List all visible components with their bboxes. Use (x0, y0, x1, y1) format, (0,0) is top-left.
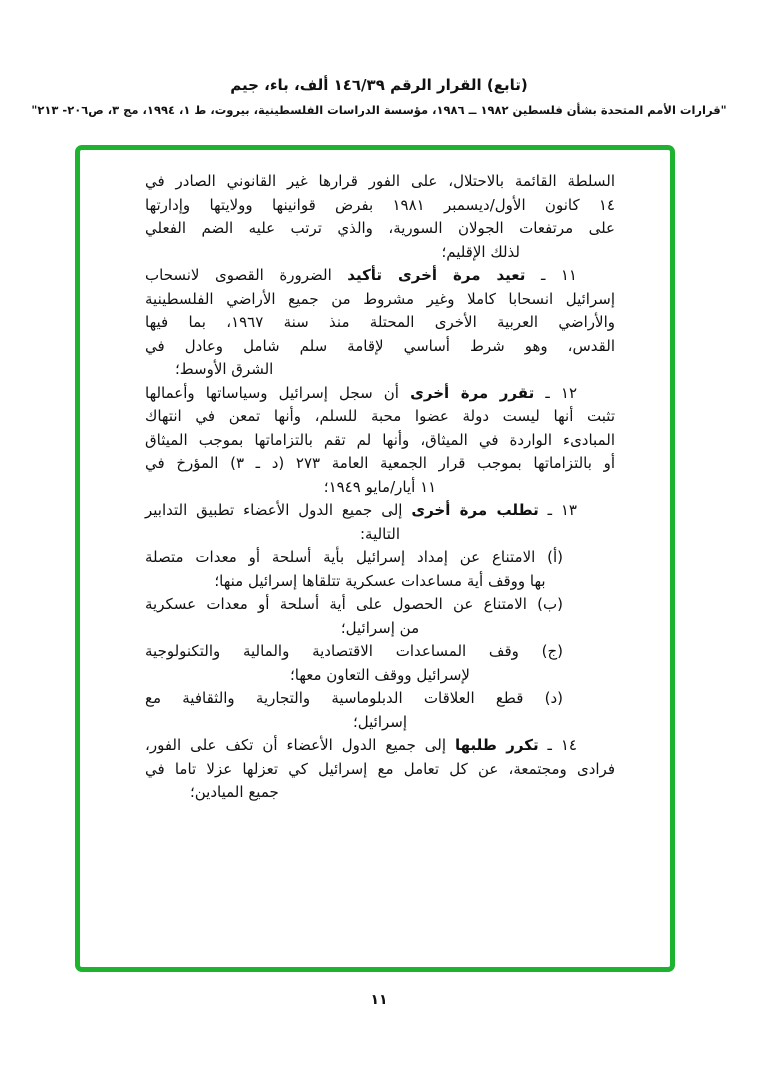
page-number: ١١ (370, 992, 388, 1008)
text-line (145, 217, 615, 241)
text-segment: ١٢ ـ (534, 383, 578, 402)
text-segment: السلطة القائمة بالاحتلال، على الفور قرارها غير القانوني الصادر في (145, 172, 615, 190)
text-segment: لإسرائيل ووقف التعاون معها؛ (290, 665, 470, 684)
text-segment: فرادى ومجتمعة، عن كل تعامل مع إسرائيل كي تعزلها عزلا تاما في (145, 759, 615, 778)
text-line (145, 382, 615, 406)
text-segment: الضرورة القصوى لانسحاب (145, 266, 348, 284)
document-body (145, 170, 615, 805)
text-segment: ١٤ ـ (538, 736, 577, 754)
text-segment: لذلك الإقليم؛ (441, 242, 520, 261)
text-segment: (ج) وقف المساعدات الاقتصادية والمالية والتكنولوجية (145, 642, 563, 660)
text-segment: أو بالتزاماتها بموجب قرار الجمعية العامة ٢٧٣ (د ـ ٣) المؤرخ في (145, 454, 615, 472)
text-segment: ١١ أيار/مايو ١٩٤٩؛ (323, 477, 437, 496)
text-line (145, 429, 615, 453)
text-segment: تثبت أنها ليست دولة عضوا محبة للسلم، وأنها تمعن في انتهاك (145, 407, 615, 425)
text-line (145, 288, 615, 312)
text-segment: (د) قطع العلاقات الدبلوماسية والتجارية والثقافية مع (145, 689, 563, 707)
text-line (145, 758, 615, 782)
text-line (145, 617, 615, 641)
text-line (145, 593, 615, 617)
text-segment: أن سجل إسرائيل وسياساتها وأعمالها (145, 383, 411, 402)
text-line (145, 170, 615, 194)
text-segment: (أ) الامتناع عن إمداد إسرائيل بأية أسلحة أو معدات متصلة (145, 548, 563, 566)
header-resolution-title: (تابع) القرار الرقم ١٤٦/٣٩ ألف، باء، جيم (230, 76, 528, 94)
bold-text-segment: تعيد مرة أخرى تأكيد (347, 266, 526, 284)
text-segment: ١٤ كانون الأول/ديسمبر ١٩٨١ بفرض قوانينها وولايتها وإدارتها (145, 195, 615, 214)
text-line (145, 452, 615, 476)
text-line (145, 734, 615, 758)
text-line (145, 311, 615, 335)
text-line (145, 781, 615, 805)
text-line (145, 476, 615, 500)
text-segment: إسرائيل انسحابا كاملا وغير مشروط من جميع الأراضي الفلسطينية (145, 289, 615, 308)
text-line (145, 523, 615, 547)
text-line (145, 499, 615, 523)
text-line (145, 241, 615, 265)
text-line (145, 570, 615, 594)
text-line (145, 687, 615, 711)
header-source-citation: "قرارات الأمم المتحدة بشأن فلسطين ١٩٨٢ ــ ١٩٨٦، مؤسسة الدراسات الفلسطينية، بيروت، ط ١، ١٩٩٤، مج ٣، ص٢٠٦- ٢١٣" (31, 103, 727, 117)
text-line (145, 194, 615, 218)
text-line (145, 358, 615, 382)
text-segment: ١١ ـ (525, 266, 577, 284)
bold-text-segment: تطلب مرة أخرى (411, 501, 539, 519)
text-line (145, 664, 615, 688)
text-line (145, 546, 615, 570)
text-line (145, 264, 615, 288)
text-line (145, 640, 615, 664)
text-segment: بها ووقف أية مساعدات عسكرية تتلقاها إسرائيل منها؛ (214, 571, 546, 590)
text-segment: الشرق الأوسط؛ (175, 360, 274, 378)
text-segment: إلى جميع الدول الأعضاء أن تكف على الفور، (145, 736, 455, 754)
text-segment: إلى جميع الدول الأعضاء تطبيق التدابير (145, 501, 412, 519)
text-segment: المبادىء الواردة في الميثاق، وأنها لم تقم بالتزاماتها بموجب الميثاق (145, 430, 615, 449)
text-segment: ١٣ ـ (538, 501, 577, 519)
text-line (145, 405, 615, 429)
text-segment: إسرائيل؛ (352, 712, 407, 731)
text-segment: من إسرائيل؛ (340, 618, 420, 637)
text-segment: والأراضي العربية الأخرى المحتلة منذ سنة ١٩٦٧، بما فيها (145, 313, 615, 331)
text-line (145, 711, 615, 735)
bold-text-segment: تكرر طلبها (454, 736, 539, 754)
text-segment: التالية: (359, 524, 401, 543)
text-segment: (ب) الامتناع عن الحصول على أية أسلحة أو معدات عسكرية (145, 595, 563, 613)
text-segment: القدس، وهو شرط أساسي لإقامة سلم شامل وعادل في (145, 336, 615, 355)
text-line (145, 335, 615, 359)
text-segment: على مرتفعات الجولان السورية، والذي ترتب عليه الضم الفعلي (145, 219, 615, 237)
bold-text-segment: تقرر مرة أخرى (410, 383, 535, 402)
text-segment: جميع الميادين؛ (190, 783, 279, 801)
